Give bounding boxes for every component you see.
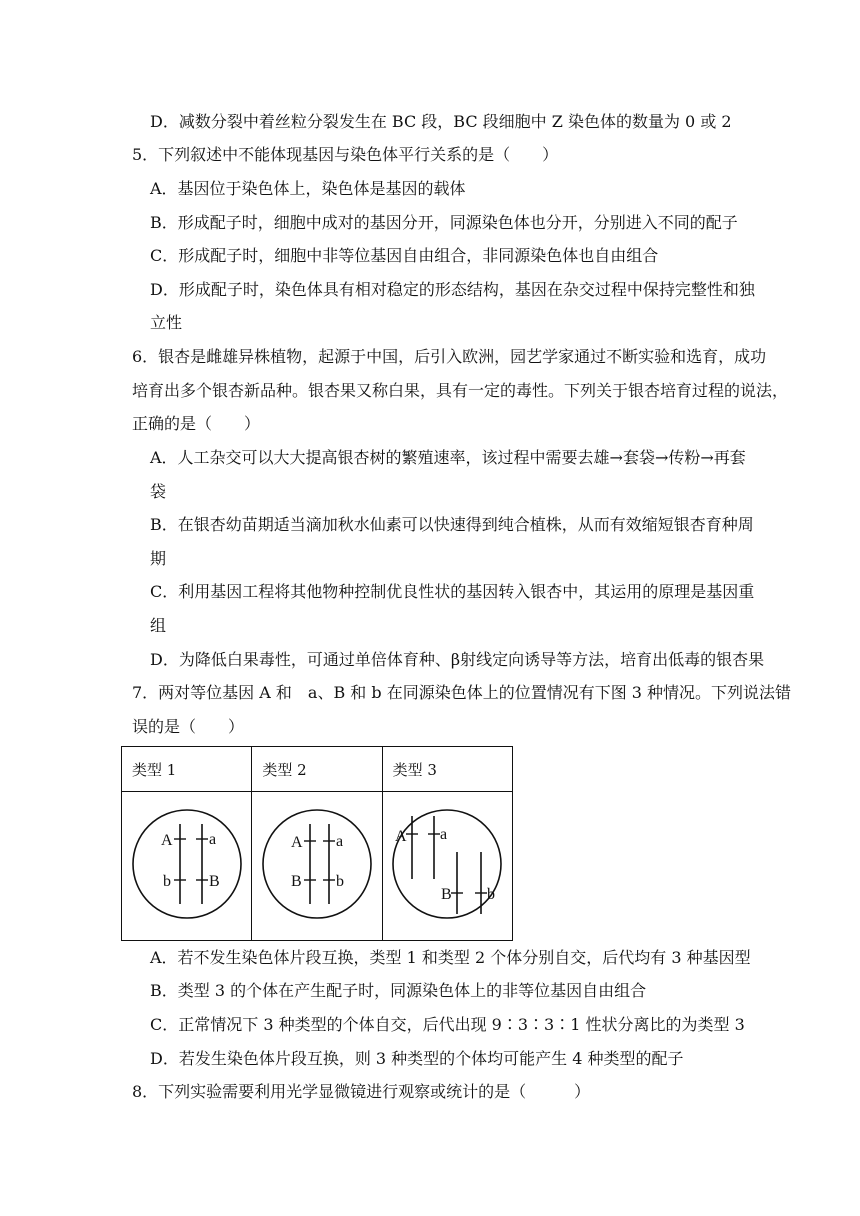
type-3-diagram-cell (382, 792, 512, 941)
gene-label: b (487, 886, 496, 903)
question-7-option-d: D．若发生染色体片段互换，则 3 种类型的个体均可能产生 4 种类型的配子 (150, 1049, 684, 1068)
gene-label: b (335, 873, 344, 890)
type-1-header: 类型 1 (122, 747, 252, 792)
question-7-option-c: C．正常情况下 3 种类型的个体自交，后代出现 9∶3∶3∶1 性状分离比的为类型 3 (150, 1015, 745, 1034)
question-6-option-c: C．利用基因工程将其他物种控制优良性状的基因转入银杏中，其运用的原理是基因重 (150, 582, 755, 601)
gene-label: A (395, 828, 407, 845)
question-6-option-b: B．在银杏幼苗期适当滴加秋水仙素可以快速得到纯合植株，从而有效缩短银杏育种周 (150, 515, 754, 534)
question-8-stem: 8．下列实验需要利用光学显微镜进行观察或统计的是（ ） (132, 1082, 591, 1101)
chromosome-types-table (121, 746, 513, 941)
question-6-option-d: D．为降低白果毒性，可通过单倍体育种、β射线定向诱导等方法，培育出低毒的银杏果 (150, 650, 765, 669)
question-6-option-a-cont: 袋 (150, 482, 167, 501)
type-2-diagram (255, 794, 379, 934)
question-6-stem-cont: 培育出多个银杏新品种。银杏果又称白果，具有一定的毒性。下列关于银杏培育过程的说法， (132, 381, 789, 400)
question-6-option-a: A．人工杂交可以大大提高银杏树的繁殖速率，该过程中需要去雄→套袋→传粉→再套 (150, 448, 746, 467)
question-6-stem-cont-2: 正确的是（ ） (132, 414, 261, 433)
question-7-option-b: B．类型 3 的个体在产生配子时，同源染色体上的非等位基因自由组合 (150, 981, 647, 1000)
question-7-stem-cont: 误的是（ ） (132, 717, 245, 736)
gene-label: A (290, 834, 303, 851)
question-5-option-b: B．形成配子时，细胞中成对的基因分开，同源染色体也分开，分别进入不同的配子 (150, 213, 738, 232)
gene-label: B (208, 873, 220, 890)
type-2-header: 类型 2 (252, 747, 382, 792)
question-6-option-c-cont: 组 (150, 616, 167, 635)
type-3-header: 类型 3 (382, 747, 512, 792)
gene-label: b (162, 873, 171, 890)
gene-label: B (441, 886, 452, 903)
type-2-diagram-cell (252, 792, 382, 941)
question-4-option-d: D．减数分裂中着丝粒分裂发生在 BC 段，BC 段细胞中 Z 染色体的数量为 0 或 2 (150, 112, 732, 131)
gene-label: a (440, 826, 448, 843)
question-5-stem: 5．下列叙述中不能体现基因与染色体平行关系的是（ ） (132, 145, 559, 164)
cell-circle (133, 810, 241, 918)
question-5-option-d-cont: 立性 (150, 313, 183, 332)
gene-label: A (160, 832, 173, 849)
type-3-diagram (385, 794, 509, 934)
question-6-stem: 6．银杏是雌雄异株植物，起源于中国，后引入欧洲，园艺学家通过不断实验和选育，成功 (132, 347, 767, 366)
gene-label: a (208, 831, 216, 848)
question-5-option-d: D．形成配子时，染色体具有相对稳定的形态结构，基因在杂交过程中保持完整性和独 (150, 280, 755, 299)
question-7-option-a: A．若不发生染色体片段互换，类型 1 和类型 2 个体分别自交，后代均有 3 种基因型 (150, 948, 751, 967)
cell-circle (263, 810, 371, 918)
gene-label: a (335, 833, 344, 850)
question-6-option-b-cont: 期 (150, 549, 167, 568)
question-5-option-a: A．基因位于染色体上，染色体是基因的载体 (150, 179, 466, 198)
question-5-option-c: C．形成配子时，细胞中非等位基因自由组合，非同源染色体也自由组合 (150, 246, 659, 265)
question-7-stem: 7．两对等位基因 A 和 a、B 和 b 在同源染色体上的位置情况有下图 3 种情况。下列说法错 (132, 683, 792, 702)
gene-label: B (290, 873, 302, 890)
type-1-diagram-cell (122, 792, 252, 941)
type-1-diagram (125, 794, 249, 934)
